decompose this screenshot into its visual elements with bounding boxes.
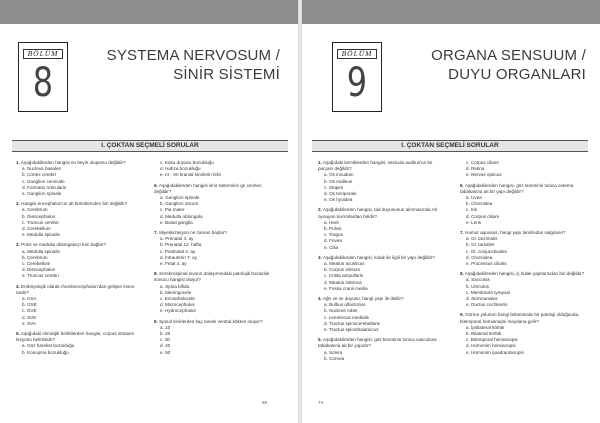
question-number: 1. <box>16 160 20 165</box>
answer-options <box>16 207 141 238</box>
chapter-number: 9 <box>346 60 368 106</box>
chapter-title-line1: ORGANA SENSUUM / <box>431 47 586 64</box>
question-text: Aşağıdakilerden hangisi, göz küresinin tunica vasculosa tabakasına ait bir yapıdır? <box>318 337 437 349</box>
answer-options <box>154 325 279 356</box>
answer-option: d. SVE <box>22 314 37 320</box>
answer-option: e. Tractus spinothalamicus <box>324 327 379 333</box>
question-number: 3. <box>318 254 322 260</box>
answer-option: c. Lemniscus medialis <box>324 314 369 320</box>
question-text: Serebrospinal sıvının dolaşımındaki patolojik bozukluk sonucu hangisi oluşur? <box>154 271 270 283</box>
answer-options <box>16 249 141 280</box>
answer-option: d. Semicanales <box>466 296 498 302</box>
answer-option: b. Ganglion oticum <box>160 201 199 207</box>
question-number: 9. <box>154 318 158 324</box>
answer-option: a. Spina bifida <box>160 283 190 289</box>
answer-option: d. Homonim hemianopsi <box>466 343 516 349</box>
chapter-badge <box>332 42 382 112</box>
answer-option: e. Medulla spinalis <box>22 232 60 238</box>
answer-option: c. Postnatal 4. ay <box>160 248 196 254</box>
answer-options <box>154 160 279 179</box>
answer-option: d. Corpus ciliare <box>466 213 500 219</box>
answer-option: a. Uvea <box>466 195 482 201</box>
answer-option: c. Bitemporal hemianopsi <box>466 337 518 343</box>
answer-option: a. Bulbus olfactorius <box>324 302 366 308</box>
question-item <box>16 160 141 197</box>
question-number: 5. <box>318 337 322 343</box>
answer-option: d. Microcephalus <box>160 302 195 308</box>
answer-option: c. Ganglion cervicale <box>22 178 65 184</box>
chapter-title <box>80 46 280 84</box>
question-text: Görme yolunun hangi bölümünde bir patoloji olduğunda, bitemporal hemianopsi meydana gelir? <box>460 312 580 324</box>
answer-options <box>318 261 443 292</box>
question-column <box>318 160 443 366</box>
answer-option: b. Cornea <box>324 355 345 361</box>
answer-option: c. Koku duyusu bozukluğu <box>160 160 214 165</box>
answer-option: c. GVE <box>22 308 37 314</box>
question-stem <box>154 183 279 195</box>
question-item <box>16 201 141 238</box>
question-item <box>154 230 279 267</box>
question-number: 1. <box>318 160 322 165</box>
answer-option: c. Cerebellum <box>22 261 51 267</box>
answer-options <box>460 236 585 267</box>
question-text: Aşağıdakilerden hangisi, iç kulak yapılarından biri değildir? <box>464 271 585 277</box>
answer-option: b. Prenatal 12. hafta <box>160 242 202 248</box>
page-number: 74 <box>318 400 324 405</box>
question-number: 8. <box>460 271 464 277</box>
chapter-title-line1: SYSTEMA NERVOSUM / <box>106 47 280 64</box>
book-spine <box>298 0 302 423</box>
answer-option: d. 40 <box>160 343 171 349</box>
answer-option: a. 10 <box>160 324 171 330</box>
answer-options <box>16 343 141 355</box>
answer-option: a. Sacculus <box>466 277 490 283</box>
answer-option: a. Sclera <box>324 349 343 355</box>
chapter-number: 8 <box>32 60 54 106</box>
answer-option: e. III - XII kranial sinirlerin felci <box>160 172 222 178</box>
answer-option: d. Medulla oblongata <box>160 213 203 219</box>
answer-option: b. Choroidea <box>466 201 493 207</box>
answer-option: b. Bilateral körlük <box>466 331 502 337</box>
question-stem <box>16 284 141 296</box>
answer-option: a. Meatus acusticus <box>324 261 365 267</box>
answer-option: b. Gl. tarsales <box>466 242 495 248</box>
answer-option: d. Cerebellum <box>22 226 51 232</box>
right-page <box>300 0 600 423</box>
answer-option: c. Crista ampullaris <box>324 273 364 279</box>
answer-option: d. Fovea <box>324 238 342 244</box>
answer-option: c. 30 <box>160 337 170 343</box>
question-text: Aşağıdakilerden hangisi, göz küresinin tunica externa tabakasına ait bir yapı değildir? <box>460 182 574 194</box>
question-stem <box>318 207 443 219</box>
answer-option: b. Cortex cerebri <box>22 172 56 178</box>
answer-option: e. SVA <box>22 320 36 326</box>
chapter-title <box>386 46 586 84</box>
question-item <box>16 284 141 327</box>
answer-option: d. İntrauterin 7. ay <box>160 254 198 260</box>
answer-option: b. Konuşma bozukluğu <box>22 349 69 355</box>
answer-option: c. Gl. conjunctivales <box>466 248 507 254</box>
answer-options <box>460 160 585 179</box>
top-bar <box>0 0 300 24</box>
question-text: Aşağıdakilerden hangisi sinir sisteminin gri cevheri değildir? <box>154 182 262 194</box>
answer-option: a. Cerebrum <box>22 207 48 213</box>
section-heading: I. ÇOKTAN SEÇMELİ SORULAR <box>312 140 588 152</box>
answer-option: b. Diencephalon <box>22 213 56 219</box>
question-column <box>154 160 279 360</box>
answer-option: a. CSA <box>22 296 37 302</box>
answer-option: b. Cerebrum <box>22 254 48 260</box>
answer-option: b. Os malleus <box>324 178 353 184</box>
question-text: Aşağıdakilerden hangisi ön beyin oluşumu değildir? <box>20 160 126 165</box>
question-number: 4. <box>16 283 20 289</box>
answer-options <box>16 296 141 327</box>
answer-option: c. Tragus <box>324 232 343 238</box>
question-column <box>460 160 585 360</box>
answer-option: e. Os hyoidea <box>324 197 353 203</box>
question-item <box>460 160 585 179</box>
answer-option: b. Meningocele <box>160 289 192 295</box>
answer-option: a. Nucleus basales <box>22 166 61 172</box>
question-stem <box>318 337 443 349</box>
question-number: 8. <box>154 271 158 277</box>
chapter-title-line2: DUYU ORGANLARI <box>448 66 586 83</box>
answer-option: d. Meatus internus <box>324 279 362 285</box>
answer-option: e. Nervus opticus <box>466 172 502 178</box>
answer-option: a. Medulla spinalis <box>22 248 60 254</box>
question-item <box>318 296 443 333</box>
answer-option: c. Pia mater <box>160 207 185 213</box>
chapter-badge <box>18 42 68 112</box>
question-number: 5. <box>16 331 20 337</box>
answer-option: e. 50 <box>160 349 171 355</box>
answer-option: e. Fossa cranii media <box>324 285 368 291</box>
question-item <box>154 319 279 356</box>
question-text: Humor aquosus, hangi yapı tarafından salgılanır? <box>465 230 566 236</box>
question-text: Spinal sinirlerden kaç tanesi ventral kökten oluşur? <box>159 318 263 324</box>
question-item <box>460 183 585 226</box>
question-number: 7. <box>154 230 158 236</box>
question-text: Pons ve medulla oblongata'yı kim bağlar? <box>21 242 107 248</box>
question-number: 6. <box>460 182 464 188</box>
answer-option: c. Corpus ciliare <box>466 160 499 165</box>
question-column <box>16 160 141 360</box>
question-number: 2. <box>16 201 20 207</box>
answer-options <box>16 166 141 197</box>
answer-option: c. Encephalocele <box>160 296 195 302</box>
question-item <box>460 230 585 267</box>
question-stem <box>154 319 279 325</box>
answer-option: b. Pulvis <box>324 226 342 232</box>
question-text: Aşağıdakilerden hangisi, tad duyusunun alınmasında rol oynayan kıvrımlardan biridir? <box>318 207 438 219</box>
answer-option: e. Basal ganglia <box>160 219 193 225</box>
answer-option: b. Utriculus <box>466 283 489 289</box>
answer-option: d. Os temporale <box>324 191 357 197</box>
question-item <box>16 242 141 279</box>
answer-options <box>154 284 279 315</box>
answer-option: e. Lens <box>466 219 482 225</box>
answer-option: c. Membrana tympani <box>466 289 511 295</box>
question-number: 9. <box>460 312 464 318</box>
answer-option: d. Retina <box>466 166 485 172</box>
question-text: Miyelinizasyon ne zaman başlar? <box>159 230 227 236</box>
answer-option: e. Ductus cochlearis <box>466 302 508 308</box>
question-stem <box>460 183 585 195</box>
top-bar <box>300 0 600 24</box>
answer-option: e. Processus ciliaris <box>466 261 507 267</box>
answer-option: b. 20 <box>160 331 171 337</box>
answer-option: d. Hafıza bozukluğu <box>160 166 201 172</box>
bolum-label: BÖLÜM <box>337 49 377 59</box>
question-item <box>318 207 443 250</box>
answer-option: c. Truncus cerebri <box>22 219 59 225</box>
answer-option: d. Formatio reticularis <box>22 184 67 190</box>
answer-options <box>460 277 585 308</box>
answer-options <box>318 172 443 203</box>
answer-option: d. Choroidea <box>466 254 493 260</box>
answer-options <box>318 302 443 333</box>
answer-option: a. Ganglion spinale <box>160 195 200 201</box>
answer-options <box>460 195 585 226</box>
question-number: 2. <box>318 207 322 213</box>
question-item <box>154 183 279 226</box>
answer-option: b. Corpus vitreum <box>324 267 361 273</box>
answer-option: a. Prenatal 4. ay <box>160 236 194 242</box>
answer-option: e. Fetal 4. ay <box>160 261 187 267</box>
question-number: 4. <box>318 296 322 302</box>
question-item <box>16 331 141 356</box>
section-heading: I. ÇOKTAN SEÇMELİ SORULAR <box>12 140 288 152</box>
answer-option: e. Cilia <box>324 244 339 250</box>
answer-option: a. Göz hareket bozukluğu <box>22 343 75 349</box>
question-stem <box>16 331 141 343</box>
answer-option: a. İpsilateral körlük <box>466 324 505 330</box>
answer-options <box>154 236 279 267</box>
question-stem <box>460 312 585 324</box>
answer-option: d. Tractus spinocerebellaris <box>324 320 380 326</box>
question-item <box>318 160 443 203</box>
page-number: 69 <box>262 400 268 405</box>
answer-option: e. Hydrocephalus <box>160 308 196 314</box>
answer-options <box>318 350 443 362</box>
answer-option: d. Diencephalon <box>22 267 56 273</box>
question-stem <box>318 160 443 172</box>
question-stem <box>154 271 279 283</box>
answer-option: c. Stapes <box>324 184 344 190</box>
question-item <box>460 312 585 355</box>
question-item <box>154 271 279 314</box>
question-number: 6. <box>154 182 158 188</box>
question-item <box>318 255 443 292</box>
question-number: 3. <box>16 242 20 248</box>
question-text: Hangisi encephalon'un alt birimlerinden biri değildir? <box>21 201 128 207</box>
question-text: Ağrı ve ısı duyusu, hangi yapı ile iletilir? <box>322 296 404 302</box>
answer-option: e. Homonim quadrantanopsi <box>466 349 524 355</box>
answer-option: a. Os incudum <box>324 172 354 178</box>
chapter-title-line2: SİNİR SİSTEMİ <box>173 66 280 83</box>
question-number: 7. <box>460 230 464 236</box>
answer-options <box>460 325 585 356</box>
answer-options <box>318 220 443 251</box>
question-text: Aşağıdakilerden hangisi, kulak ile ilgili bir yapı değildir? <box>322 254 435 260</box>
question-text: Aşağıdaki nörolojik belirtilerden hangisi, corpus striatum lezyonu belirtisidir? <box>16 331 135 343</box>
answer-option: a. Heel <box>324 219 339 225</box>
question-text: Aşağıdaki kemiklerden hangisi, ossicula auditus'un bir parçası değildir? <box>318 160 433 172</box>
answer-option: b. Nucleus ruber <box>324 308 358 314</box>
answer-options <box>154 195 279 226</box>
question-item <box>460 271 585 308</box>
question-item <box>318 337 443 362</box>
answer-option: b. GSE <box>22 302 37 308</box>
answer-option: c. Iris <box>466 207 477 213</box>
answer-option: e. Truncus cerebri <box>22 273 59 279</box>
answer-option: a. Gl. lacrimalis <box>466 236 498 242</box>
bolum-label: BÖLÜM <box>23 49 63 59</box>
answer-option: e. Ganglion spinale <box>22 191 62 197</box>
question-text: Embriyolojik olarak rhombencephalon'dan gelişen kısım nedir? <box>16 283 135 295</box>
question-item <box>154 160 279 179</box>
